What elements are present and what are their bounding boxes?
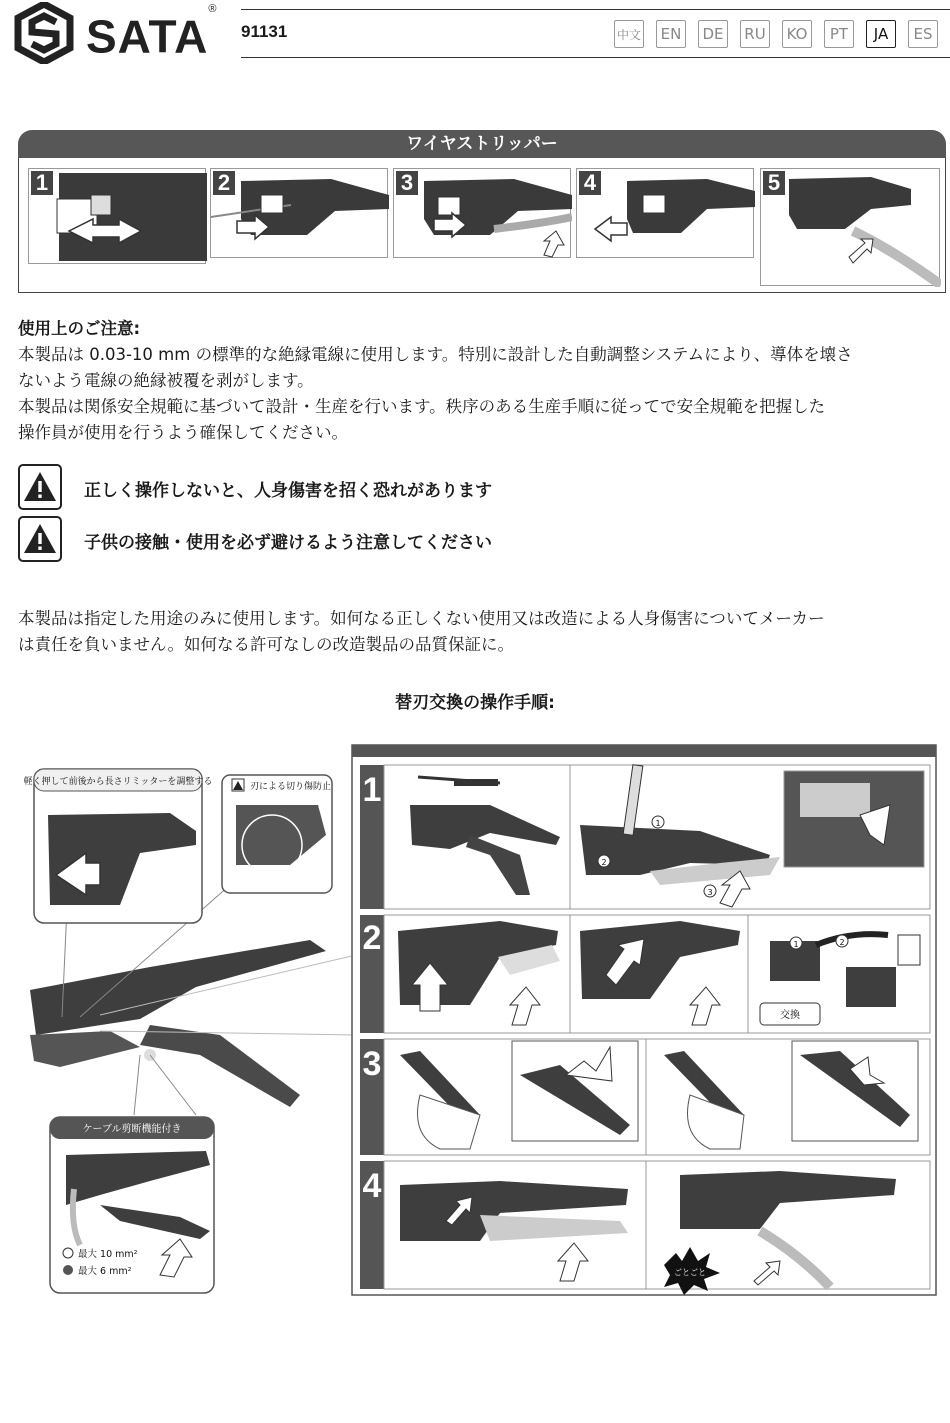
row1-circle-3: 3 bbox=[707, 888, 713, 897]
row4-number: 4 bbox=[362, 1167, 382, 1205]
row2-number: 2 bbox=[362, 919, 382, 957]
warning-box-2 bbox=[18, 516, 62, 562]
warning-text-1: 正しく操作しないと、人身傷害を招く恐れがあります bbox=[84, 481, 492, 501]
brand-name: SATA® bbox=[86, 3, 218, 63]
stripper-illustration-3 bbox=[394, 169, 572, 259]
callout-cut-warning bbox=[222, 775, 332, 893]
callout-length-limiter bbox=[34, 769, 202, 923]
notice-line-3: 本製品は関係安全規範に基づいて設計・生産を行います。秩序のある生産手順に従ってで安全規範を把握した bbox=[18, 397, 826, 416]
step-panel-3 bbox=[393, 168, 571, 258]
language-selector bbox=[614, 20, 938, 48]
lang-en[interactable]: EN bbox=[656, 20, 686, 48]
stripper-illustration-1 bbox=[29, 169, 207, 265]
notice-heading: 使用上のご注意: bbox=[18, 319, 141, 338]
step-number-3: 3 bbox=[396, 171, 418, 195]
lang-ja[interactable]: JA bbox=[866, 20, 896, 48]
lang-ru[interactable]: RU bbox=[740, 20, 770, 48]
lang-de[interactable]: DE bbox=[698, 20, 728, 48]
notice-line-1: 本製品は 0.03-10 mm の標準的な絶縁電線に使用します。特別に設計した自動調整システムにより、導体を壊さ bbox=[18, 345, 853, 364]
replacement-section-title: 替刃交換の操作手順: bbox=[395, 693, 555, 713]
step-panel-5 bbox=[760, 168, 940, 286]
row3-number: 3 bbox=[362, 1045, 382, 1083]
row2-circle-2: 2 bbox=[839, 938, 845, 947]
disclaimer-line-2: は責任を負いません。如何なる許可なしの改造製品の品質保証に。 bbox=[18, 635, 514, 654]
lang-zh[interactable]: 中文 bbox=[614, 20, 644, 48]
max-6-label: 最大 6 mm² bbox=[78, 1266, 132, 1277]
step-number-2: 2 bbox=[213, 171, 235, 195]
lang-ko[interactable]: KO bbox=[782, 20, 812, 48]
notice-line-2: ないよう電線の絶縁被覆を剥がします。 bbox=[18, 371, 314, 390]
warning-triangle-icon bbox=[20, 466, 60, 508]
callout-cut-warning-label: 刃による切り傷防止 bbox=[250, 782, 332, 792]
warning-triangle-icon bbox=[20, 518, 60, 560]
warning-text-2: 子供の接触・使用を必ず避けるよう注意してください bbox=[84, 533, 492, 553]
warning-box-1 bbox=[18, 464, 62, 510]
step-panel-4 bbox=[576, 168, 754, 258]
step-number-5: 5 bbox=[763, 171, 785, 195]
blade-replacement-diagram bbox=[0, 735, 950, 1310]
callout-cable-cut bbox=[50, 1117, 214, 1293]
model-number: 91131 bbox=[241, 22, 288, 41]
notice-line-4: 操作員が使用を行うよう確保してください。 bbox=[18, 423, 348, 442]
header-rule-bottom bbox=[241, 57, 950, 58]
stripper-illustration-5 bbox=[761, 169, 941, 287]
lang-es[interactable]: ES bbox=[908, 20, 938, 48]
row1-circle-1: 1 bbox=[655, 819, 661, 828]
stripper-illustration-2 bbox=[211, 169, 389, 259]
max-10-label: 最大 10 mm² bbox=[78, 1249, 138, 1260]
header-rule-top bbox=[241, 9, 950, 10]
steps-banner-title: ワイヤストリッパー bbox=[18, 130, 946, 158]
row1-number: 1 bbox=[362, 771, 382, 809]
sata-logo-icon bbox=[14, 2, 74, 64]
exchange-label: 交換 bbox=[780, 1010, 800, 1021]
step-panel-1 bbox=[28, 168, 206, 264]
row1-circle-2: 2 bbox=[601, 858, 607, 867]
callout-cable-cut-label: ケーブル剪断機能付き bbox=[82, 1124, 182, 1135]
stripper-illustration-4 bbox=[577, 169, 755, 259]
disclaimer-line-1: 本製品は指定した用途のみに使用します。如何なる正しくない使用又は改造による人身傷害についてメーカー bbox=[18, 609, 825, 628]
lang-pt[interactable]: PT bbox=[824, 20, 854, 48]
row2-circle-1: 1 bbox=[793, 940, 799, 949]
step-panel-2 bbox=[210, 168, 388, 258]
steps-container-bar bbox=[352, 745, 936, 757]
callout-adjust-label: 軽く押して前後から長さリミッターを調整する bbox=[23, 777, 213, 787]
step-number-4: 4 bbox=[579, 171, 601, 195]
click-label: ごとごと bbox=[674, 1268, 706, 1277]
step-number-1: 1 bbox=[31, 171, 53, 195]
